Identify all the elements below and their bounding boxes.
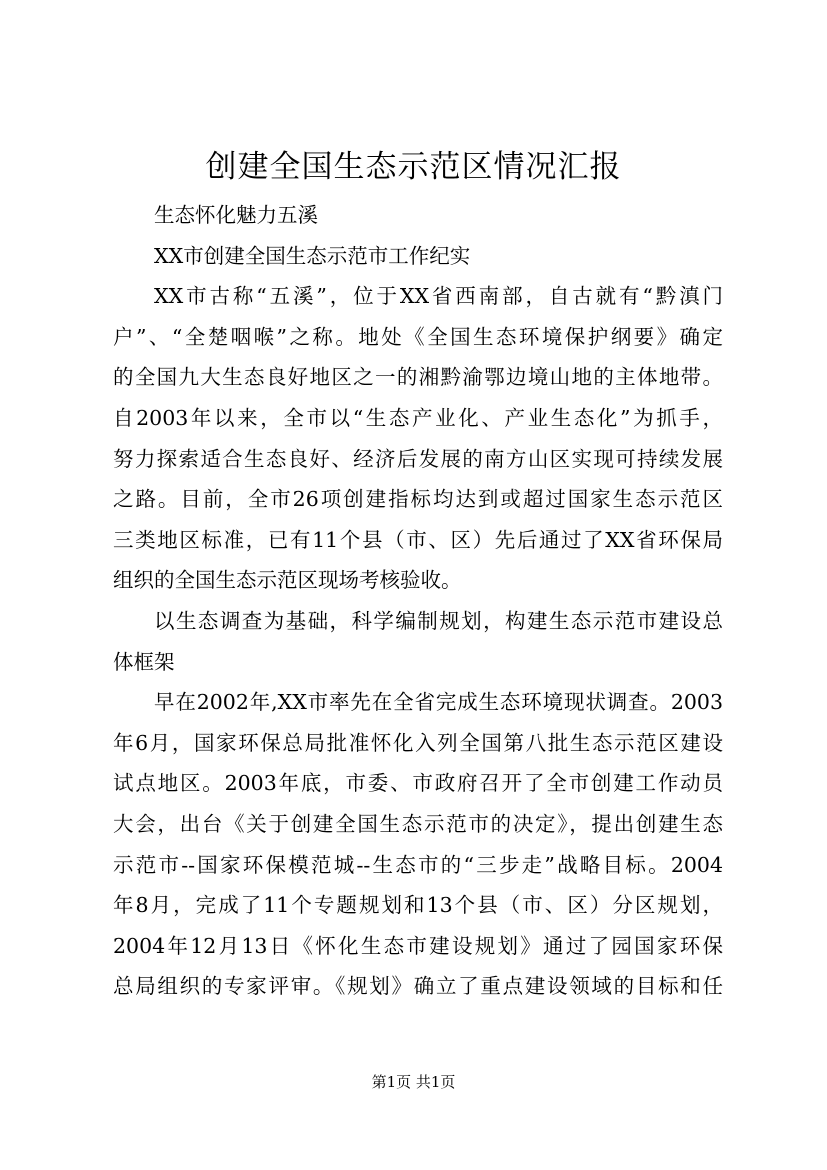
- paragraph-line: 自2003年以来，全市以“生态产业化、产业生态化”为抓手，: [113, 405, 723, 430]
- paragraph-line: 以生态调查为基础，科学编制规划，构建生态示范市建设总: [154, 608, 723, 633]
- paragraph-body: [113, 682, 723, 1007]
- paragraph-heading: [113, 601, 723, 682]
- paragraph-line: 生态怀化魅力五溪: [154, 203, 318, 227]
- paragraph-line: 2004年12月13日《怀化生态市建设规划》通过了园国家环保: [113, 933, 723, 958]
- document-body: [113, 195, 723, 1007]
- paragraph-line: 大会，出台《关于创建全国生态示范市的决定》，提出创建生态: [113, 811, 723, 836]
- paragraph-line: XX市创建全国生态示范市工作纪实: [154, 243, 471, 268]
- paragraph-line: 的全国九大生态良好地区之一的湘黔渝鄂边境山地的主体地带。: [113, 365, 723, 390]
- paragraph-body: [113, 276, 723, 601]
- page-number-footer: 第1页 共1页: [371, 1073, 456, 1091]
- paragraph-line: 早在2002年,XX市率先在全省完成生态环境现状调查。2003: [154, 690, 723, 715]
- document-title: 创建全国生态示范区情况汇报: [205, 149, 622, 185]
- paragraph-line: 试点地区。2003年底，市委、市政府召开了全市创建工作动员: [113, 771, 723, 796]
- paragraph-line: XX市古称“五溪”，位于XX省西南部，自古就有“黔滇门: [154, 284, 723, 309]
- paragraph-line: 户”、“全楚咽喉”之称。地处《全国生态环境保护纲要》确定: [113, 324, 723, 349]
- paragraph-subtitle: [113, 236, 723, 277]
- paragraph-line: 组织的全国生态示范区现场考核验收。: [113, 568, 462, 593]
- paragraph-line: 年6月，国家环保总局批准怀化入列全国第八批生态示范区建设: [113, 730, 723, 755]
- paragraph-subtitle: [113, 195, 723, 236]
- paragraph-line: 总局组织的专家评审。《规划》确立了重点建设领域的目标和任: [113, 974, 723, 999]
- paragraph-line: 年8月，完成了11个专题规划和13个县（市、区）分区规划，: [113, 893, 723, 918]
- paragraph-line: 三类地区标准，已有11个县（市、区）先后通过了XX省环保局: [113, 527, 723, 552]
- paragraph-line: 努力探索适合生态良好、经济后发展的南方山区实现可持续发展: [113, 446, 723, 471]
- paragraph-line: 示范市--国家环保模范城--生态市的“三步走”战略目标。2004: [113, 852, 723, 877]
- paragraph-line: 之路。目前，全市26项创建指标均达到或超过国家生态示范区: [113, 487, 723, 512]
- paragraph-line: 体框架: [113, 649, 175, 674]
